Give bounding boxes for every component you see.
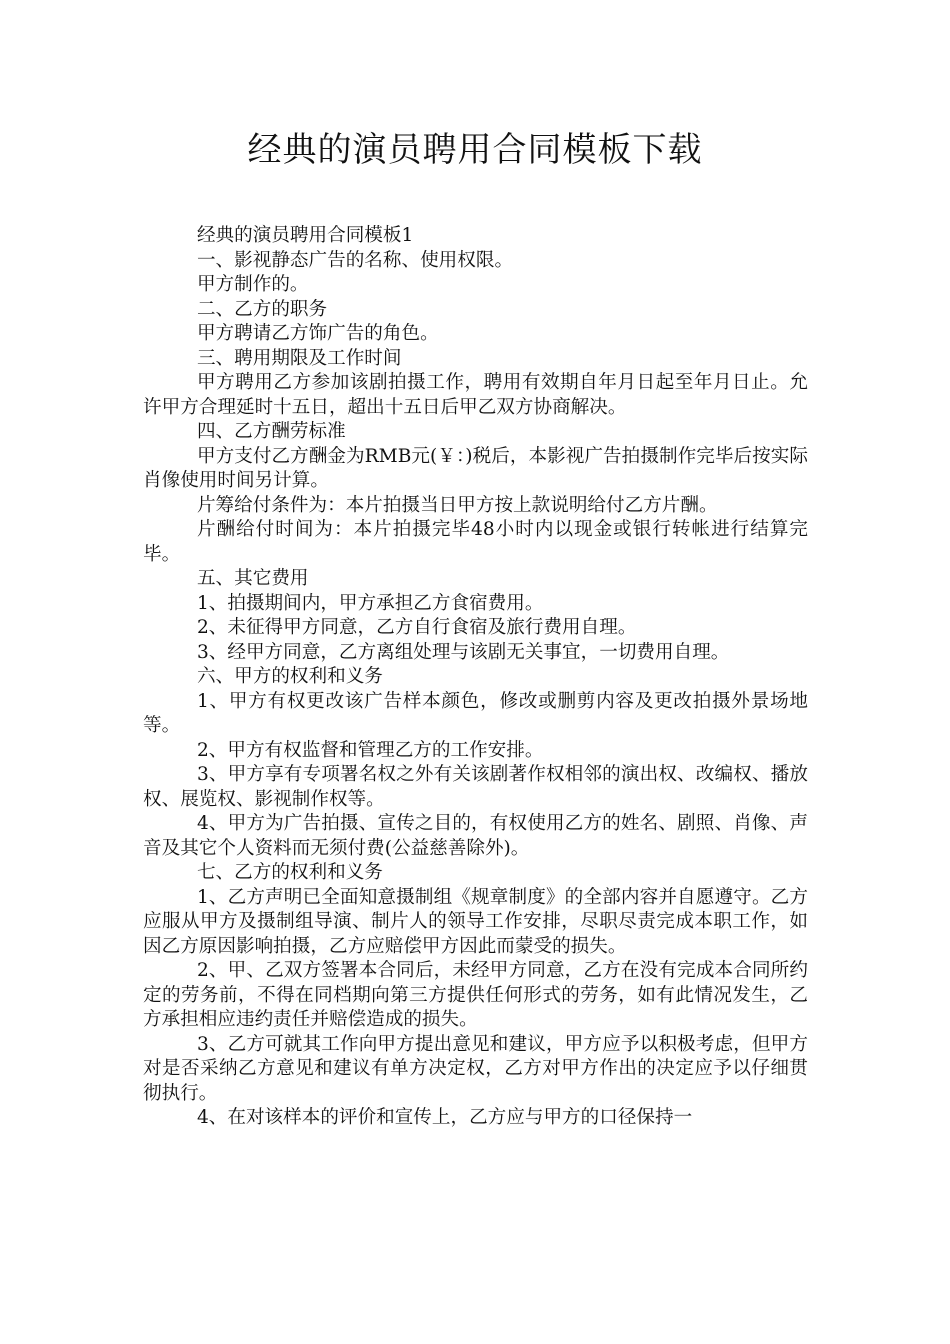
paragraph: 经典的演员聘用合同模板1 xyxy=(196,225,414,246)
paragraph: 甲方制作的。 xyxy=(196,274,309,295)
paragraph: 片筹给付条件为：本片拍摄当日甲方按上款说明给付乙方片酬。 xyxy=(196,494,718,516)
paragraph: 3、甲方享有专项署名权之外有关该剧著作权相邻的演出权、改编权、播放权、展览权、影视制作权等。 xyxy=(143,764,808,810)
paragraph: 甲方聘请乙方饰广告的角色。 xyxy=(196,323,439,344)
section-heading: 一、影视静态广告的名称、使用权限。 xyxy=(196,249,514,271)
paragraph: 3、经甲方同意，乙方离组处理与该剧无关事宜，一切费用自理。 xyxy=(196,641,730,663)
paragraph: 甲方支付乙方酬金为RMB元(￥：)税后，本影视广告拍摄制作完毕后按实际肖像使用时间另计算。 xyxy=(143,445,808,491)
document-body xyxy=(143,224,808,1131)
paragraph: 4、在对该样本的评价和宣传上，乙方应与甲方的口径保持一 xyxy=(196,1107,693,1128)
document-title: 经典的演员聘用合同模板下载 xyxy=(247,130,703,170)
section-heading: 七、乙方的权利和义务 xyxy=(196,862,383,883)
paragraph: 甲方聘用乙方参加该剧拍摄工作，聘用有效期自年月日起至年月日止。允许甲方合理延时十五日，超出十五日后甲乙双方协商解决。 xyxy=(143,372,808,418)
paragraph: 2、未征得甲方同意，乙方自行食宿及旅行费用自理。 xyxy=(196,617,637,638)
section-heading: 二、乙方的职务 xyxy=(196,298,328,320)
paragraph: 2、甲、乙双方签署本合同后，未经甲方同意，乙方在没有完成本合同所约定的劳务前，不得在同档期向第三方提供任何形式的劳务，如有此情况发生，乙方承担相应违约责任并赔偿造成的损失。 xyxy=(143,960,808,1030)
paragraph: 片酬给付时间为：本片拍摄完毕48小时内以现金或银行转帐进行结算完毕。 xyxy=(143,519,808,565)
section-heading: 三、聘用期限及工作时间 xyxy=(196,347,402,369)
paragraph: 2、甲方有权监督和管理乙方的工作安排。 xyxy=(196,739,544,761)
section-heading: 五、其它费用 xyxy=(196,568,309,589)
paragraph: 3、乙方可就其工作向甲方提出意见和建议，甲方应予以积极考虑，但甲方对是否采纳乙方意见和建议有单方决定权，乙方对甲方作出的决定应予以仔细贯彻执行。 xyxy=(143,1033,808,1104)
paragraph: 1、甲方有权更改该广告样本颜色，修改或删剪内容及更改拍摄外景场地等。 xyxy=(143,690,808,736)
section-heading: 六、甲方的权利和义务 xyxy=(196,666,383,687)
paragraph: 1、乙方声明已全面知意摄制组《规章制度》的全部内容并自愿遵守。乙方应服从甲方及摄制组导演、制片人的领导工作安排，尽职尽责完成本职工作，如因乙方原因影响拍摄，乙方应赔偿甲方因此而蒙受的损失。 xyxy=(143,886,808,957)
paragraph: 4、甲方为广告拍摄、宣传之目的，有权使用乙方的姓名、剧照、肖像、声音及其它个人资料而无须付费(公益慈善除外)。 xyxy=(143,813,808,859)
paragraph: 1、拍摄期间内，甲方承担乙方食宿费用。 xyxy=(196,592,544,614)
section-heading: 四、乙方酬劳标准 xyxy=(196,421,346,442)
